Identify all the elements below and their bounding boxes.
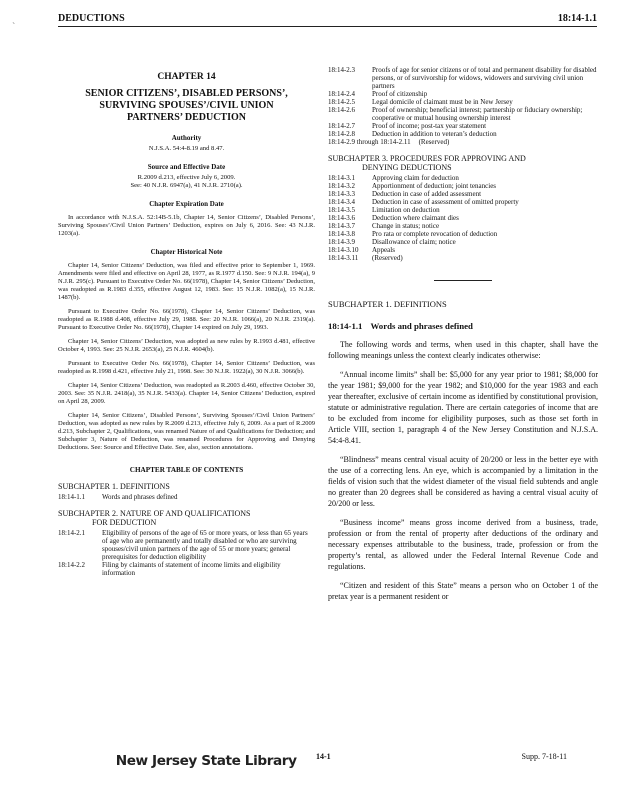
toc-subchapter-title-line: SUBCHAPTER 2. NATURE OF AND QUALIFICATIONS [58,509,251,518]
toc-entry-title: Approving claim for deduction [372,174,459,182]
toc-subchapter-2-title [58,509,315,527]
authority-text: N.J.S.A. 54:4-8.19 and 8.47. [148,145,225,152]
toc-entry-number: 18:14-3.6 [328,214,356,222]
toc-entry-number: 18:14-2.9 through 18:14-2.11 [328,138,411,146]
toc-entry[interactable] [328,206,598,214]
historical-note-para: Chapter 14, Senior Citizens’ Deduction, was adopted as new rules by R.1993 d.481, effective October 4, 1993. See: 25 N.J.R. 2653(a), 25 N.J.R. 4604(b). [58,338,315,353]
toc-entry-title: Apportionment of deduction; joint tenancies [372,182,497,190]
toc-entry[interactable] [328,138,598,146]
toc-entry-title: Proof of ownership; beneficial interest; partnership or fiduciary ownership; cooperative or mutual housing ownership interest [372,106,583,122]
toc-entry-number: 18:14-2.4 [328,90,356,98]
toc-entry-title: (Reserved) [418,138,450,146]
chapter-title-line: PARTNERS’ DEDUCTION [126,112,246,123]
toc-entry[interactable] [328,238,598,246]
toc-entry-title: Deduction in addition to veteran’s deduction [372,130,497,138]
toc-entry-number: 18:14-2.6 [328,106,356,114]
toc-entry[interactable] [328,174,598,182]
toc-entry-number: 18:14-2.7 [328,122,356,130]
scan-mark: ` [12,22,16,33]
header-left: DEDUCTIONS [58,13,125,24]
toc-entry[interactable] [328,98,598,106]
running-header [58,13,597,27]
authority-heading: Authority [171,134,202,142]
historical-note-para: Chapter 14, Senior Citizens’, Disabled Persons’, Surviving Spouses’/Civil Union Partners’ Deduction, was adopted as new rules by R.2009 d.213, effective July 6, 2009. As a part of R.2009 d.213, Subchapter 2, Qualifications, was renamed Nature of and Qualifications for Deduction; and Subchapter 3, Nature of Deduction, was renamed Procedures for Approving and Denying Deductions. See: Source and Effective Date. See, also, section annotations. [58,412,315,451]
section-title: Words and phrases defined [370,321,473,331]
chapter-number: CHAPTER 14 [157,72,216,82]
page-number: 14-1 [316,752,331,761]
source-heading: Source and Effective Date [147,163,226,171]
toc-entry-number: 18:14-3.7 [328,222,356,230]
toc-subchapter-title-line: SUBCHAPTER 3. PROCEDURES FOR APPROVING AND [328,154,526,163]
toc-entry-title: Disallowance of claim; notice [372,238,456,246]
toc-entry-title: (Reserved) [372,254,403,262]
toc-entry-number: 18:14-2.2 [58,561,86,569]
historical-note-para: Chapter 14, Senior Citizens’ Deduction, was readopted as R.2003 d.460, effective October 30, 2003. See: 35 N.J.R. 2418(a), 35 N.J.R. 5433(a). Chapter 14, Senior Citizens’ Deduction, expired on April 28, 2009. [58,382,315,405]
toc-entry-title: Proofs of age for senior citizens or of total and permanent disability for disabled persons, or of survivorship for widows, widowers and surviving civil union partners [372,66,597,90]
toc-entry-title: Deduction in case of added assessment [372,190,482,198]
section-number: 18:14-1.1 [328,321,363,331]
source-line: See: 40 N.J.R. 6947(a), 41 N.J.R. 2710(a). [130,182,243,189]
toc-entry-number: 18:14-2.8 [328,130,356,138]
section-divider [434,280,492,281]
subchapter-1-title: SUBCHAPTER 1. DEFINITIONS [328,299,447,309]
toc-entry-title: Filing by claimants of statement of income limits and eligibility information [102,561,281,577]
toc-entry-number: 18:14-3.9 [328,238,356,246]
toc-entry-title: Appeals [372,246,395,254]
left-column [58,30,315,577]
definition-para: “Business income” means gross income derived from a business, trade, profession or from the rental of property after deductions of the ordinary and necessary expenses attributable to the business, trade, profession or from the property’s rental, as allowed under the Federal Internal Revenue Code and regulations. [328,518,598,571]
toc-entry-title: Change in status; notice [372,222,440,230]
toc-subchapter-title-line: FOR DEDUCTION [92,518,157,527]
toc-entry-title: Eligibility of persons of the age of 65 or more years, or less than 65 years of age who are permanently and totally disabled or who are surviving spouses/civil union partners of the age of 55 or more years; general prerequisites for deduction eligibility [102,529,308,561]
toc-entry[interactable] [328,130,598,138]
toc-entry[interactable] [58,529,315,561]
page-footer [0,748,619,778]
toc-entry[interactable] [58,561,315,577]
toc-entry-title: Proof of income; post-tax year statement [372,122,487,130]
toc-entry-number: 18:14-3.5 [328,206,356,214]
toc-entry-title: Deduction in case of assessment of omitted property [372,198,519,206]
toc-entry[interactable] [328,246,598,254]
definition-para: The following words and terms, when used in this chapter, shall have the following meanings unless the context clearly indicates otherwise: [328,340,598,360]
toc-entry-title: Pro rata or complete revocation of deduction [372,230,498,238]
definition-para: “Blindness” means central visual acuity of 20/200 or less in the better eye with the use of a correcting lens. An eye, which is accompanied by a limitation in the fields of vision such that the widest diameter of the visual field subtends and angle no greater than 20 degrees shall be considered as having a central visual acuity of 20/200 or less. [328,455,598,508]
toc-entry-number: 18:14-3.3 [328,190,356,198]
toc-entry-number: 18:14-2.3 [328,66,356,74]
toc-entry-title: Words and phrases defined [102,493,178,501]
toc-entry[interactable] [328,198,598,206]
toc-entry-number: 18:14-2.1 [58,529,86,537]
toc-entry-number: 18:14-3.4 [328,198,356,206]
toc-entry-title: Limitation on deduction [372,206,440,214]
toc-entry[interactable] [328,122,598,130]
toc-entry[interactable] [328,214,598,222]
historical-note-para: Pursuant to Executive Order No. 66(1978), Chapter 14, Senior Citizens’ Deduction, was readopted as R.1988 d.408, effective July 29, 1988. See: 20 N.J.R. 1066(a), 20 N.J.R. 2319(a). Pursuant to Executive Order No. 66(1978), Chapter 14 expired on July 29, 1993. [58,308,315,331]
toc-entry[interactable] [328,230,598,238]
toc-entry[interactable] [328,222,598,230]
toc-entry[interactable] [328,182,598,190]
toc-subchapter-3-title [328,154,598,172]
definition-para: “Annual income limits” shall be: $5,000 for any year prior to 1981; $8,000 for the year 1981; $9,000 for the year 1982; and $10,000 for the year 1983 and each year thereafter, exclusive of certain income as identified by constitutional provision, statute or administrative regulation. There are certain categories of income that are to be excluded from income for eligibility purposes, such as those set forth in Article VIII, section 1, paragraph 4 of the New Jersey Constitution and N.J.S.A. 54:4-8.41. [328,370,598,445]
source-text [58,174,315,190]
source-line: R.2009 d.213, effective July 6, 2009. [137,174,236,181]
toc-entry-number: 18:14-1.1 [58,493,86,501]
toc-entry[interactable] [328,106,598,122]
chapter-title [58,88,315,124]
library-stamp: New Jersey State Library [115,754,297,769]
chapter-title-line: SENIOR CITIZENS’, DISABLED PERSONS’, [85,88,288,99]
definition-para: “Citizen and resident of this State” means a person who on October 1 of the pretax year is a permanent resident or [328,581,598,601]
toc-entry-title: Legal domicile of claimant must be in New Jersey [372,98,513,106]
toc-entry[interactable] [328,190,598,198]
toc-entry-number: 18:14-3.8 [328,230,356,238]
toc-subchapter-1-title: SUBCHAPTER 1. DEFINITIONS [58,482,170,491]
toc-entry-number: 18:14-3.1 [328,174,356,182]
toc-entry[interactable] [328,66,598,90]
historical-note-para: Pursuant to Executive Order No. 66(1978), Chapter 14, Senior Citizens’ Deduction, was readopted as R.1998 d.421, effective July 21, 1998. See: 30 N.J.R. 1922(a), 30 N.J.R. 3066(b). [58,360,315,375]
toc-entry-number: 18:14-2.5 [328,98,356,106]
toc-entry-title: Proof of citizenship [372,90,428,98]
historical-note-para: Chapter 14, Senior Citizens’ Deduction, was filed and effective prior to September 1, 1969. Amendments were filed and effective on April 28, 1977, as R.1977 d.150. See: 9 N.J.R. 194(a), 9 N.J.R. 295(c). Pursuant to Executive Order No. 66(1978), Chapter 14, Senior Citizens’ Deduction, was readopted as R.1983 d.355, effective August 12, 1983. See: 15 N.J.R. 1082(a), 15 N.J.R. 1487(b). [58,262,315,301]
section-heading [328,321,598,331]
header-right: 18:14-1.1 [557,13,597,24]
toc-entry-number: 18:14-3.2 [328,182,356,190]
historical-note-heading: Chapter Historical Note [150,248,223,256]
supplement-date: Supp. 7-18-11 [521,752,567,761]
toc-entry-title: Deduction where claimant dies [372,214,459,222]
expiration-heading: Chapter Expiration Date [149,200,224,208]
right-column [328,66,598,602]
toc-entry-number: 18:14-3.10 [328,246,359,254]
toc-subchapter-title-line: DENYING DEDUCTIONS [362,163,452,172]
toc-heading: CHAPTER TABLE OF CONTENTS [129,466,244,474]
toc-entry[interactable] [328,90,598,98]
chapter-title-line: SURVIVING SPOUSES’/CIVIL UNION [99,100,274,111]
toc-entry-number: 18:14-3.11 [328,254,359,262]
expiration-text: In accordance with N.J.S.A. 52:14B-5.1b, Chapter 14, Senior Citizens’, Disabled Persons’, Surviving Spouses’/Civil Union Partners’ Deduction, expires on July 6, 2016. See: 43 N.J.R. 1203(a). [58,214,315,237]
toc-entry[interactable] [58,493,315,501]
toc-entry[interactable] [328,254,598,262]
